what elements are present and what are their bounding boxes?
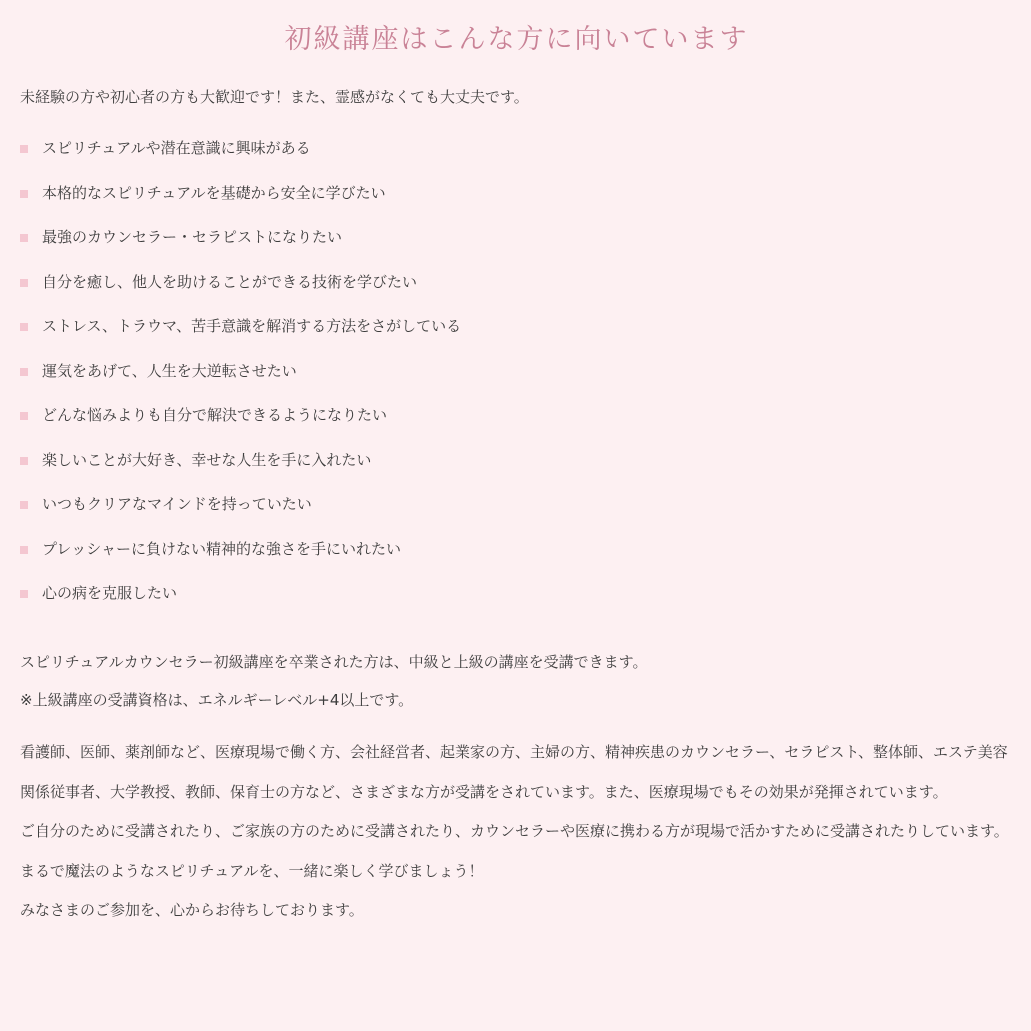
- list-item-text: スピリチュアルや潜在意識に興味がある: [42, 139, 311, 157]
- course-notes: [20, 643, 647, 719]
- square-bullet-icon: [20, 412, 28, 420]
- eligibility-note: ※上級講座の受講資格は、エネルギーレベル+4以上です。: [20, 691, 414, 709]
- square-bullet-icon: [20, 546, 28, 554]
- square-bullet-icon: [20, 368, 28, 376]
- list-item: [20, 137, 461, 182]
- list-item-text: 楽しいことが大好き、幸せな人生を手に入れたい: [42, 450, 372, 469]
- list-item: [20, 449, 461, 494]
- participants-description: [20, 733, 1015, 931]
- square-bullet-icon: [20, 323, 28, 331]
- body-paragraph: まるで魔法のようなスピリチュアルを、一緒に楽しく学びましょう！: [20, 861, 484, 880]
- square-bullet-icon: [20, 590, 28, 598]
- list-item: [20, 404, 461, 449]
- body-paragraph: 看護師、医師、薬剤師など、医療現場で働く方、会社経営者、起業家の方、主婦の方、精神疾患のカウンセラー、セラピスト、整体師、エステ美容関係従事者、大学教授、教師、保育士の方など、さまざまな方が受講をされています。また、医療現場でもその効果が発揮されています。: [20, 743, 1008, 801]
- list-item-text: 本格的なスピリチュアルを基礎から安全に学びたい: [42, 183, 386, 202]
- list-item-text: どんな悩みよりも自分で解決できるようになりたい: [42, 406, 388, 424]
- body-paragraph: みなさまのご参加を、心からお待ちしております。: [20, 901, 364, 919]
- square-bullet-icon: [20, 501, 28, 509]
- list-item: [20, 582, 461, 627]
- body-paragraph: ご自分のために受講されたり、ご家族の方のために受講されたり、カウンセラーや医療に携わる方が現場で活かすために受講されたりしています。: [20, 822, 1009, 840]
- list-item-text: 心の病を克服したい: [42, 584, 178, 602]
- section-heading: 初級講座はこんな方に向いています: [284, 24, 749, 55]
- list-item-text: 運気をあげて、人生を大逆転させたい: [42, 361, 297, 380]
- list-item-text: プレッシャーに負けない精神的な強さを手にいれたい: [42, 539, 401, 558]
- list-item: [20, 226, 461, 271]
- target-audience-list: [20, 137, 461, 627]
- square-bullet-icon: [20, 234, 28, 242]
- square-bullet-icon: [20, 279, 28, 287]
- list-item-text: いつもクリアなマインドを持っていたい: [42, 495, 312, 513]
- list-item-text: 最強のカウンセラー・セラピストになりたい: [42, 228, 343, 246]
- square-bullet-icon: [20, 190, 28, 198]
- list-item: [20, 493, 461, 538]
- list-item: [20, 538, 461, 583]
- square-bullet-icon: [20, 457, 28, 465]
- list-item: [20, 271, 461, 316]
- list-item: [20, 315, 461, 360]
- list-item-text: ストレス、トラウマ、苦手意識を解消する方法をさがしている: [42, 317, 462, 335]
- list-item-text: 自分を癒し、他人を助けることができる技術を学びたい: [42, 272, 418, 291]
- list-item: [20, 360, 461, 405]
- course-progression-note: スピリチュアルカウンセラー初級講座を卒業された方は、中級と上級の講座を受講できます。: [20, 653, 648, 671]
- intro-text: 未経験の方や初心者の方も大歓迎です！また、霊感がなくても大丈夫です。: [20, 88, 529, 106]
- square-bullet-icon: [20, 145, 28, 153]
- list-item: [20, 182, 461, 227]
